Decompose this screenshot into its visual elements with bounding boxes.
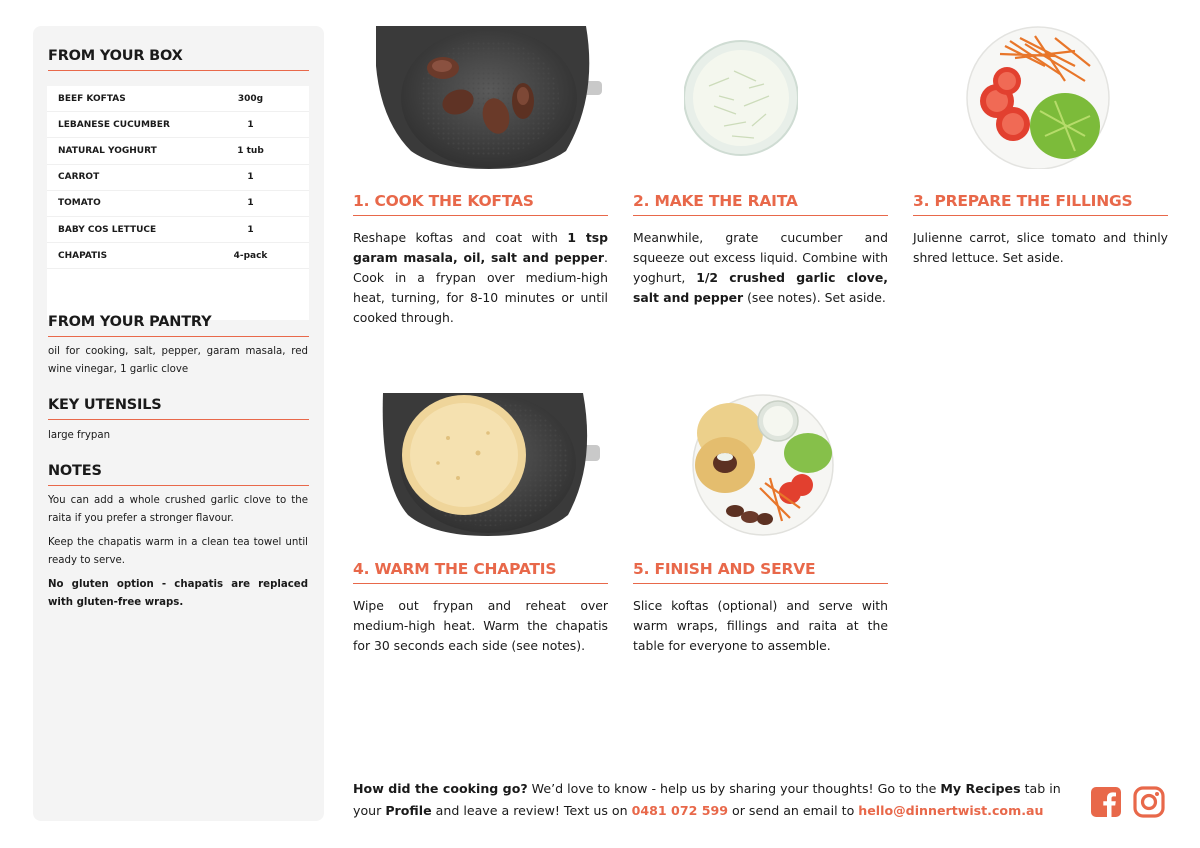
ingredient-name: LEBANESE CUCUMBER	[58, 119, 170, 130]
ingredient-qty: 1	[247, 224, 254, 235]
facebook-icon[interactable]	[1090, 786, 1122, 818]
ingredient-name: TOMATO	[58, 198, 101, 209]
footer-question: How did the cooking go?	[353, 781, 528, 796]
step-1-text-bold: 1 tsp garam masala, oil, salt and pepper	[353, 230, 608, 265]
utensils-text: large frypan	[48, 430, 111, 441]
pantry-text: oil for cooking, salt, pepper, garam masala, red wine vinegar, 1 garlic clove	[48, 346, 308, 375]
footer-text-2: tab in your	[353, 781, 1061, 818]
ingredient-qty: 1	[247, 172, 254, 183]
ingredient-qty: 1 tub	[237, 145, 264, 156]
table-row	[47, 112, 309, 138]
step-3-text: Julienne carrot, slice tomato and thinly shred lettuce. Set aside.	[913, 230, 1168, 265]
serving-plate-image	[690, 393, 836, 536]
koftas-in-pan-image	[376, 26, 602, 169]
ingredient-name: BEEF KOFTAS	[58, 93, 126, 104]
raita-bowl-image	[684, 26, 798, 169]
table-row	[47, 138, 309, 164]
table-row	[47, 217, 309, 243]
ingredient-qty: 1	[247, 198, 254, 209]
step-5-text: Slice koftas (optional) and serve with warm wraps, fillings and raita at the table for everyone to assemble.	[633, 598, 888, 653]
note-1: You can add a whole crushed garlic clove to the raita if you prefer a stronger flavour.	[48, 495, 308, 524]
ingredient-name: CARROT	[58, 172, 100, 183]
step-1-text-b: . Cook in a frypan over medium-high heat, turning, for 8-10 minutes or until cooked through.	[353, 250, 608, 325]
note-2: Keep the chapatis warm in a clean tea towel until ready to serve.	[48, 537, 308, 566]
instagram-icon[interactable]	[1133, 786, 1165, 818]
from-your-pantry-heading: FROM YOUR PANTRY	[48, 314, 309, 337]
step-4-text: Wipe out frypan and reheat over medium-high heat. Warm the chapatis for 30 seconds each side (see notes).	[353, 598, 608, 653]
footer-text-4: or send an email to	[728, 803, 859, 818]
step-1-title: 1. COOK THE KOFTAS	[353, 192, 608, 216]
step-3-title: 3. PREPARE THE FILLINGS	[913, 192, 1168, 216]
notes-heading: NOTES	[48, 463, 309, 486]
my-recipes-label: My Recipes	[940, 781, 1021, 796]
feedback-footer	[353, 778, 1083, 822]
ingredient-qty: 300g	[237, 93, 264, 104]
ingredient-name: CHAPATIS	[58, 250, 108, 261]
phone-link[interactable]: 0481 072 599	[631, 803, 729, 818]
ingredient-qty: 1	[247, 119, 254, 130]
step-2-text-b: (see notes). Set aside.	[743, 290, 886, 305]
table-row	[47, 86, 309, 112]
from-your-box-heading: FROM YOUR BOX	[48, 48, 309, 71]
ingredient-name: NATURAL YOGHURT	[58, 145, 157, 156]
step-2-text-bold: 1/2 crushed garlic clove, salt and pepper	[633, 270, 888, 305]
step-5-title: 5. FINISH AND SERVE	[633, 560, 888, 584]
box-ingredients-list	[47, 86, 309, 294]
step-2-text-a: Meanwhile, grate cucumber and squeeze out excess liquid. Combine with yoghurt,	[633, 230, 888, 285]
step-2-text	[633, 228, 888, 308]
ingredient-name: BABY COS LETTUCE	[58, 224, 157, 235]
footer-text-1: We’d love to know - help us by sharing your thoughts! Go to the	[527, 781, 941, 796]
ingredient-qty: 4-pack	[233, 250, 268, 261]
table-row	[47, 191, 309, 217]
footer-text-3: and leave a review! Text us on	[431, 803, 632, 818]
step-1-text	[353, 228, 608, 328]
key-utensils-heading: KEY UTENSILS	[48, 397, 309, 420]
email-link[interactable]: hello@dinnertwist.com.au	[858, 803, 1044, 818]
table-row	[47, 243, 309, 269]
note-3: No gluten option - chapatis are replaced with gluten-free wraps.	[48, 579, 308, 608]
step-1-text-a: Reshape koftas and coat with	[353, 230, 568, 245]
profile-label: Profile	[385, 803, 432, 818]
step-2-title: 2. MAKE THE RAITA	[633, 192, 888, 216]
table-row	[47, 165, 309, 191]
chapati-in-pan-image	[378, 393, 600, 536]
fillings-plate-image	[965, 26, 1111, 169]
step-4-title: 4. WARM THE CHAPATIS	[353, 560, 608, 584]
